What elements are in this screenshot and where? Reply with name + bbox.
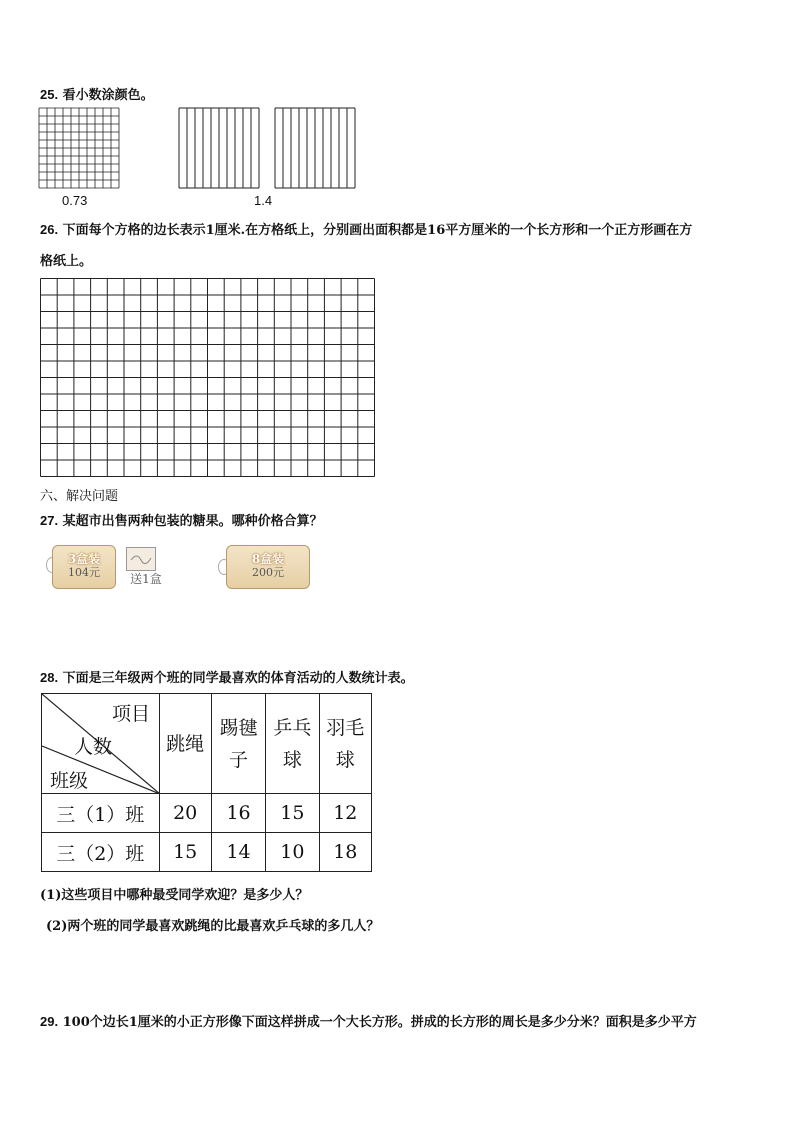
q28-number: 28.	[40, 670, 59, 685]
section-6-title: 六、解决问题	[40, 489, 119, 504]
col-header-text: 跳绳	[166, 732, 205, 755]
table-cell: 20	[159, 794, 211, 833]
col-header-text: 羽毛	[326, 716, 365, 739]
header-class: 班级	[50, 770, 89, 792]
q25-label-2: 1.4	[254, 193, 273, 208]
row-label: 三（2）班	[42, 833, 160, 872]
sports-stat-table	[41, 693, 372, 872]
col-header-text: 子	[229, 748, 249, 771]
q28-title	[40, 667, 414, 686]
table-row	[42, 833, 372, 872]
table-row	[42, 794, 372, 833]
header-count: 人数	[74, 736, 113, 758]
tenths-strips-1	[178, 107, 260, 189]
col-header-text: 踢毽	[219, 716, 258, 739]
row-label: 三（1）班	[42, 794, 160, 833]
col-header-text: 球	[282, 748, 302, 771]
pack1-price: 104元	[68, 566, 100, 579]
table-cell: 14	[211, 833, 265, 872]
col-header	[159, 694, 211, 794]
col-header-text: 球	[335, 748, 355, 771]
table-cell: 15	[159, 833, 211, 872]
q25-number: 25.	[40, 87, 59, 102]
table-header-row	[42, 694, 372, 794]
candy-box-icon	[52, 545, 116, 589]
pack2-price: 200元	[252, 566, 284, 579]
hundred-grid	[38, 107, 120, 189]
col-header-text: 乒乓	[273, 716, 312, 739]
q26-line1	[40, 219, 692, 238]
q28-sub-question-2: (2)两个班的同学最喜欢跳绳的比最喜欢乒乓球的多几人？	[46, 919, 380, 934]
q29-title	[40, 1011, 697, 1030]
candy-box-icon	[226, 545, 310, 589]
q26-line2: 格纸上。	[40, 254, 93, 269]
diagonal-header-cell	[42, 694, 160, 794]
table-cell: 12	[319, 794, 371, 833]
gift-box-icon	[126, 547, 156, 571]
pack2-title: 8盒装	[251, 552, 285, 566]
table-cell: 10	[266, 833, 319, 872]
pack-8-boxes	[218, 545, 310, 590]
pack1-bonus: 送1盒	[130, 572, 162, 586]
pack1-title: 3盒装	[67, 552, 101, 566]
q28-text: 下面是三年级两个班的同学最喜欢的体育活动的人数统计表。	[62, 671, 414, 686]
q27-text: 某超市出售两种包装的糖果。哪种价格合算？	[62, 514, 323, 529]
q28-sub-question-1: (1)这些项目中哪种最受同学欢迎？是多少人？	[40, 888, 309, 903]
q25-title	[40, 84, 154, 103]
q26-text: 下面每个方格的边长表示1厘米.在方格纸上，分别画出面积都是16平方厘米的一个长方形和一个正方形画在方	[62, 223, 693, 238]
q27-number: 27.	[40, 513, 59, 528]
col-header	[266, 694, 319, 794]
col-header	[211, 694, 265, 794]
header-project: 项目	[112, 703, 151, 725]
q29-text: 100个边长1厘米的小正方形像下面这样拼成一个大长方形。拼成的长方形的周长是多少分米？面积是多少平方	[62, 1015, 697, 1030]
col-header	[319, 694, 371, 794]
q27-title	[40, 510, 323, 529]
table-cell: 16	[211, 794, 265, 833]
square-grid-paper	[40, 278, 376, 477]
tenths-strips-2	[274, 107, 356, 189]
table-cell: 18	[319, 833, 371, 872]
q25-label-1: 0.73	[62, 193, 88, 208]
table-cell: 15	[266, 794, 319, 833]
q25-text: 看小数涂颜色。	[62, 88, 154, 103]
q29-number: 29.	[40, 1014, 59, 1029]
pack-3-boxes	[46, 545, 166, 590]
q26-number: 26.	[40, 222, 59, 237]
